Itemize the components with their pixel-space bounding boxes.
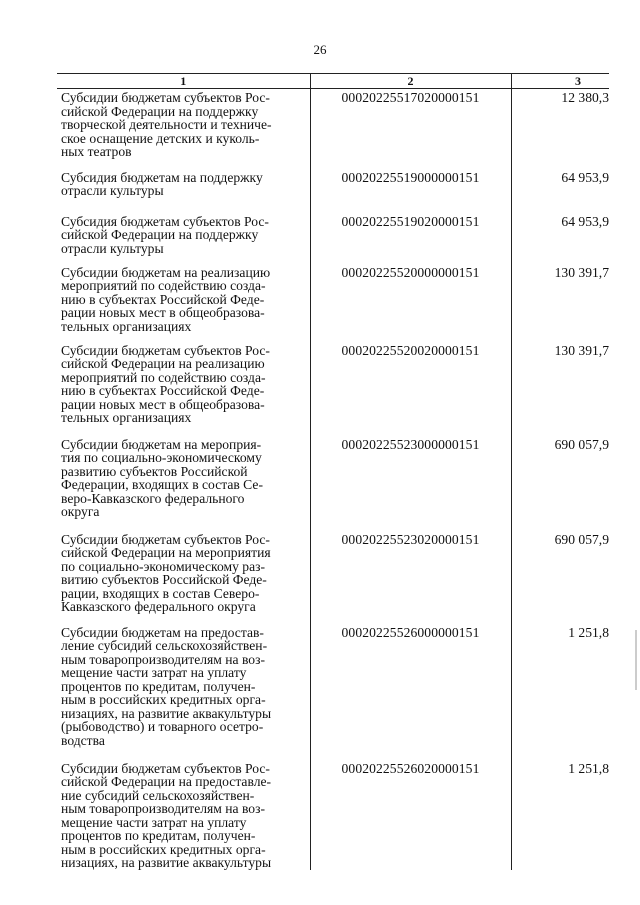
row-code: 00020225523000000151 [310,436,511,531]
column-header-3: 3 [511,74,609,89]
row-amount: 12 380,3 [511,89,609,169]
table-row [57,624,609,760]
scan-edge-mark [635,630,637,690]
row-code: 00020225519000000151 [310,169,511,213]
budget-table [57,73,609,870]
row-amount: 690 057,9 [511,436,609,531]
row-amount: 690 057,9 [511,531,609,624]
row-description: Субсидия бюджетам на поддержку отрасли культуры [61,169,263,198]
column-header-2: 2 [310,74,511,89]
table-row [57,531,609,624]
row-code: 00020225517020000151 [310,89,511,169]
column-header-1: 1 [57,74,310,89]
table-row [57,342,609,436]
row-description: Субсидии бюджетам на предостав- ление субсидий сельскохозяйствен- ным товаропроизводителям на воз- мещение части затрат на уплату процентов по кредитам, получен- ным в российских кредитных орга- низациях, на развитие аквакультуры (рыбоводство) и товарного осетро- водства [61,624,272,748]
table-row [57,436,609,531]
row-code: 00020225520020000151 [310,342,511,436]
row-amount: 1 251,8 [511,760,609,870]
row-code: 00020225519020000151 [310,213,511,264]
table-row [57,213,609,264]
row-code: 00020225520000000151 [310,264,511,342]
table-header-row [57,74,609,89]
row-description: Субсидия бюджетам субъектов Рос- сийской Федерации на поддержку отрасли культуры [61,213,269,256]
row-description: Субсидии бюджетам на мероприя- тия по социально-экономическому развитию субъектов Российской Федерации, входящих в состав Се- веро-Кавказского федерального округа [61,436,263,519]
row-description: Субсидии бюджетам субъектов Рос- сийской Федерации на поддержку творческой деятельности и техниче- ское оснащение детских и куколь- ных театров [61,90,272,159]
row-description: Субсидии бюджетам на реализацию мероприятий по содействию созда- нию в субъектах Российской Феде- рации новых мест в общеобразова- тельных организациях [61,264,271,334]
row-code: 00020225523020000151 [310,531,511,624]
row-amount: 64 953,9 [511,213,609,264]
row-amount: 130 391,7 [511,342,609,436]
row-description: Субсидии бюджетам субъектов Рос- сийской Федерации на реализацию мероприятий по содействию созда- нию в субъектах Российской Феде- рации новых мест в общеобразова- тельных организациях [61,342,270,425]
row-amount: 1 251,8 [511,624,609,760]
row-description: Субсидии бюджетам субъектов Рос- сийской Федерации на мероприятия по социально-экономическому раз- витию субъектов Российской Феде- рации, входящих в состав Северо- Кавказского федерального округа [61,531,271,614]
table-body [57,89,609,870]
table-row [57,169,609,213]
table-row [57,760,609,870]
table-row [57,264,609,342]
page-number: 26 [313,42,327,57]
table-row [57,89,609,169]
row-code: 00020225526000000151 [310,624,511,760]
row-amount: 130 391,7 [511,264,609,342]
row-description: Субсидии бюджетам субъектов Рос- сийской Федерации на предоставле- ние субсидий сельскохозяйствен- ным товаропроизводителям на воз- мещение части затрат на уплату процентов по кредитам, получен- ным в российских кредитных орга- низациях, на развитие аквакультуры [61,760,272,870]
row-amount: 64 953,9 [511,169,609,213]
row-code: 00020225526020000151 [310,760,511,870]
